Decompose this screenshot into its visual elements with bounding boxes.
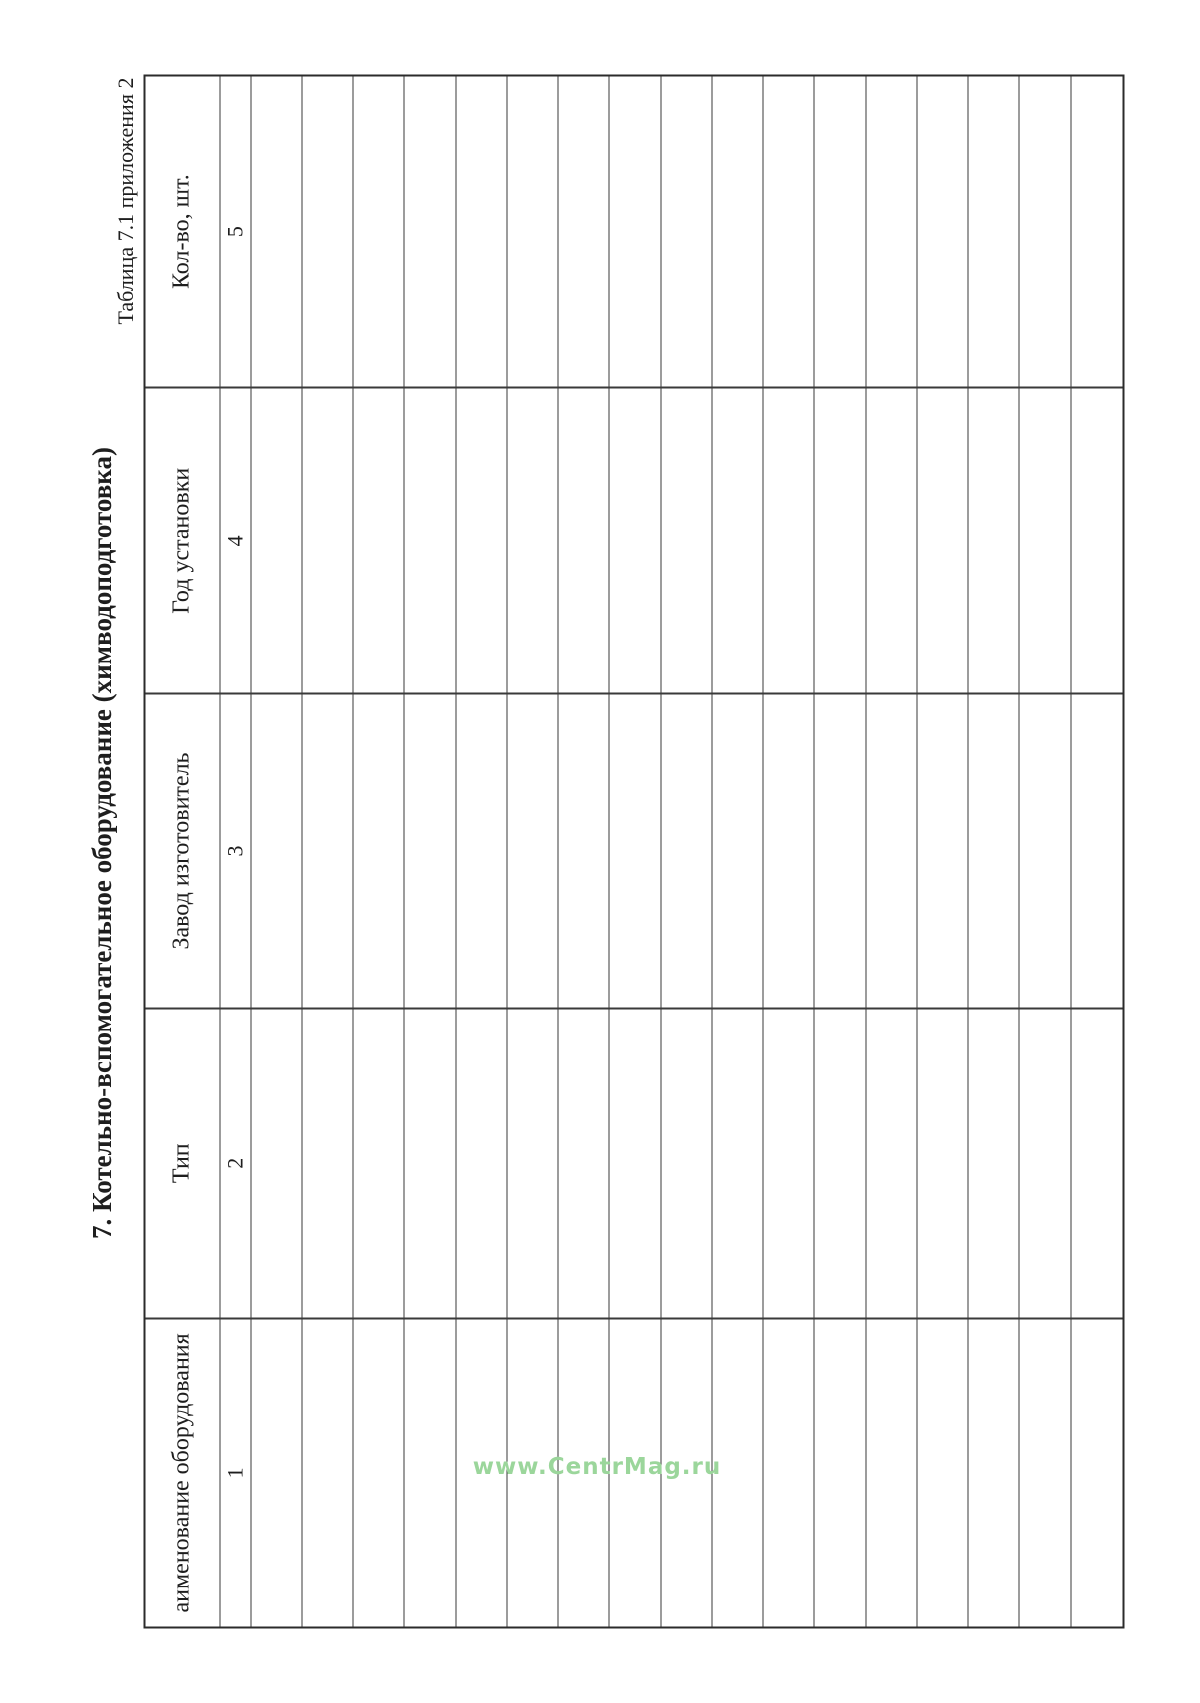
empty-cell	[353, 76, 404, 386]
empty-cell	[968, 386, 1019, 692]
empty-cell	[814, 76, 865, 386]
empty-cell	[917, 386, 968, 692]
empty-cell	[866, 76, 917, 386]
empty-cell	[1071, 1317, 1122, 1626]
empty-cell	[1071, 1007, 1122, 1317]
empty-cell	[251, 386, 302, 692]
empty-cell	[251, 76, 302, 386]
empty-cell	[866, 386, 917, 692]
empty-cell	[712, 692, 763, 1006]
empty-cell	[353, 692, 404, 1006]
empty-cell	[558, 386, 609, 692]
empty-cell	[1071, 386, 1122, 692]
empty-cell	[404, 692, 455, 1006]
equipment-table	[143, 74, 1124, 1628]
empty-cell	[661, 692, 712, 1006]
empty-cell	[353, 386, 404, 692]
column-header-5: Кол-во, шт.	[145, 76, 220, 386]
empty-cell	[763, 692, 814, 1006]
empty-cell	[968, 692, 1019, 1006]
empty-cell	[917, 1317, 968, 1626]
empty-cell	[1019, 76, 1070, 386]
empty-cell	[302, 386, 353, 692]
table-caption: Таблица 7.1 приложения 2	[113, 77, 138, 325]
empty-cell	[968, 1317, 1019, 1626]
empty-cell	[353, 1007, 404, 1317]
empty-cell	[866, 1007, 917, 1317]
empty-cell	[712, 386, 763, 692]
empty-cell	[251, 1007, 302, 1317]
empty-cell	[609, 76, 660, 386]
empty-cell	[1019, 1317, 1070, 1626]
empty-cell	[609, 386, 660, 692]
column-header-3: Завод изготовитель	[145, 692, 220, 1006]
empty-cell	[866, 1317, 917, 1626]
empty-cell	[866, 692, 917, 1006]
empty-cell	[712, 1007, 763, 1317]
column-number-4: 4	[220, 386, 251, 692]
empty-cell	[763, 76, 814, 386]
column-header-4: Год установки	[145, 386, 220, 692]
empty-cell	[507, 692, 558, 1006]
empty-cell	[456, 1007, 507, 1317]
empty-cell	[814, 386, 865, 692]
empty-cell	[609, 692, 660, 1006]
empty-cell	[917, 692, 968, 1006]
empty-cell	[763, 1007, 814, 1317]
empty-cell	[456, 692, 507, 1006]
column-number-5: 5	[220, 76, 251, 386]
section-title: 7. Котельно-вспомогательное оборудование (химводоподготовка)	[87, 447, 117, 1239]
empty-cell	[1019, 692, 1070, 1006]
watermark: www.CentrMag.ru	[472, 1454, 722, 1480]
column-number-2: 2	[220, 1007, 251, 1317]
empty-cell	[661, 386, 712, 692]
empty-cell	[814, 1317, 865, 1626]
empty-cell	[302, 1317, 353, 1626]
empty-cell	[814, 1007, 865, 1317]
empty-cell	[456, 386, 507, 692]
empty-cell	[404, 76, 455, 386]
empty-cell	[661, 1007, 712, 1317]
empty-cell	[302, 692, 353, 1006]
equipment-table-grid	[143, 74, 1124, 1628]
empty-cell	[507, 1007, 558, 1317]
empty-cell	[558, 76, 609, 386]
empty-cell	[968, 76, 1019, 386]
empty-cell	[1071, 692, 1122, 1006]
empty-cell	[1019, 386, 1070, 692]
empty-cell	[968, 1007, 1019, 1317]
empty-cell	[712, 76, 763, 386]
empty-cell	[661, 76, 712, 386]
column-header-2: Тип	[145, 1007, 220, 1317]
column-number-1: 1	[220, 1317, 251, 1626]
empty-cell	[558, 1007, 609, 1317]
empty-cell	[763, 386, 814, 692]
empty-cell	[456, 76, 507, 386]
column-header-1: аименование оборудования	[145, 1317, 220, 1626]
empty-cell	[814, 692, 865, 1006]
empty-cell	[558, 692, 609, 1006]
empty-cell	[251, 1317, 302, 1626]
empty-cell	[507, 76, 558, 386]
empty-cell	[251, 692, 302, 1006]
empty-cell	[302, 76, 353, 386]
empty-cell	[404, 386, 455, 692]
empty-cell	[507, 386, 558, 692]
column-number-3: 3	[220, 692, 251, 1006]
empty-cell	[404, 1007, 455, 1317]
empty-cell	[1019, 1007, 1070, 1317]
empty-cell	[302, 1007, 353, 1317]
empty-cell	[1071, 76, 1122, 386]
empty-cell	[917, 1007, 968, 1317]
empty-cell	[917, 76, 968, 386]
empty-cell	[609, 1007, 660, 1317]
